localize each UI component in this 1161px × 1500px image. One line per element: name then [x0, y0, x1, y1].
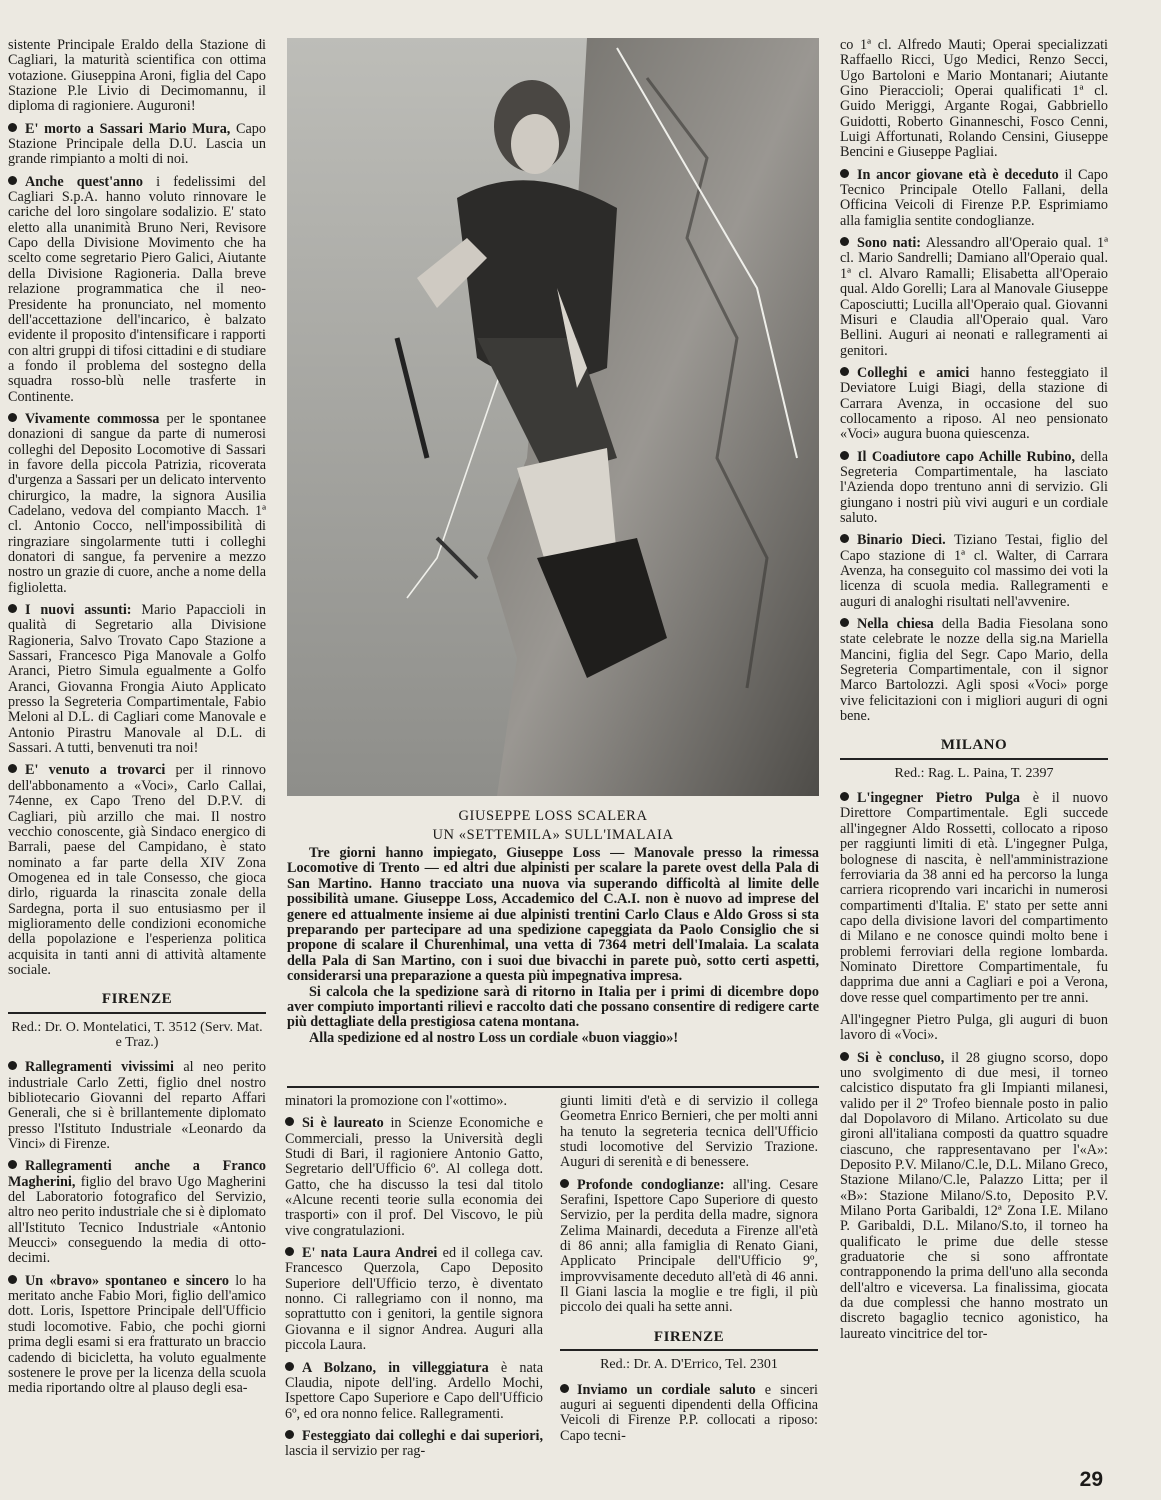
bullet-icon — [8, 413, 17, 422]
bullet-icon — [8, 1160, 17, 1169]
news-item: E' nata Laura Andrei ed il collega cav. Francesco Querzola, Capo Deposito Superiore dell'Ufficio terzo, è diventato nonno. Ci rallegriamo con il nonno, ma soprattutto con i genitori, la gentile signora Giovanna e il signor Andrea. Auguri alla piccola Laura. — [285, 1245, 543, 1354]
bullet-icon — [8, 1061, 17, 1070]
divider — [287, 1086, 819, 1088]
bullet-icon — [840, 1052, 849, 1061]
bullet-icon — [285, 1430, 294, 1439]
editor-line: Red.: Rag. L. Paina, T. 2397 — [894, 765, 1054, 781]
photo-caption — [287, 808, 819, 1046]
paragraph: minatori la promozione con l'«ottimo». — [285, 1093, 508, 1109]
column-3 — [560, 1094, 818, 1451]
column-1 — [8, 38, 266, 1404]
caption-paragraph: Si calcola che la spedizione sarà di ritorno in Italia per i primi di dicembre dopo aver compiuto importanti rilievi e raccolto dati che possano consentire di redigere carte più dettagliate della prestigiosa catena montana. — [287, 983, 819, 1031]
climber-photo — [287, 38, 819, 796]
bullet-icon — [840, 792, 849, 801]
caption-paragraph: Alla spedizione ed al nostro Loss un cordiale «buon viaggio»! — [309, 1029, 679, 1046]
bullet-icon — [560, 1179, 569, 1188]
bullet-icon — [840, 451, 849, 460]
paragraph: giunti limiti d'età e di servizio il collega Geometra Enrico Bernieri, che per molti anni ha tenuto la segreteria tecnica dell'Ufficio studi locomotive del Servizio Trazione. Auguri di serenità e di benessere. — [560, 1093, 818, 1171]
bullet-icon — [285, 1247, 294, 1256]
bullet-icon — [8, 123, 17, 132]
page-number: 29 — [1079, 1468, 1103, 1491]
bullet-icon — [8, 1275, 17, 1284]
caption-title-line-2: UN «SETTEMILA» SULL'IMALAIA — [432, 827, 674, 843]
caption-paragraph: Tre giorni hanno impiegato, Giuseppe Loss — Manovale presso la rimessa Locomotive di Trento — ed altri due alpinisti per scalare la parete ovest della Pala di San Martino. Hanno tracciato una nuova via superando difficoltà al limite delle possibilità umane. Giuseppe Loss, Accademico del C.A.I. non è nuovo ad imprese del genere ed attualmente insieme ai due alpinisti trentini Carlo Claus e Aldo Gross si sta preparando per partecipare ad una spedizione capeggiata da Paolo Consiglio che si propone di scalare il Churenhimal, una vetta di 7364 metri dell'Imalaia. La scalata della Pala di San Martino, con i suoi due bivacchi in parete può, sotto certi aspetti, considerarsi una preparazione a questa più impegnativa impresa. — [287, 845, 819, 985]
news-item: Anche quest'anno i fedelissimi del Cagliari S.p.A. hanno voluto rinnovare le cariche del loro singolare sodalizio. E' stato eletto alla unanimità Bruno Neri, Revisore Capo della Divisione Movimento che ha scelto come segretario Piero Galici, Aiutante della Divisione Ragioneria. Dalla breve relazione programmatica che il neo-Presidente ha pronunciato, nel momento dell'accettazione dell'incarico, è balzato evidente il proposito d'intensificare i rapporti con altri gruppi di tifosi cittadini e di studiare a fondo il problema del sostegno della squadra rosso-blù nelle trasferte in Continente. — [8, 173, 267, 405]
news-item: In ancor giovane età è deceduto il Capo Tecnico Principale Otello Fallani, della Officina Veicoli di Firenze P.P. Esprimiamo alla famiglia sentite condoglianze. — [840, 166, 1108, 229]
news-item: L'ingegner Pietro Pulga è il nuovo Direttore Compartimentale. Egli succede all'ingegner Aldo Rossetti, collocato a riposo per raggiunti limiti di età. L'ingegner Pulga, bolognese di nascita, è nell'amministrazione ferroviaria da 38 anni ed ha percorso la lunga carriera ricoprendo vari incarichi in numerosi compartimenti d'Italia. E' stato per sette anni capo della divisione lavori del compartimento di Milano e ne conosce quindi molto bene i problemi ferroviari della regione lombarda. Nominato Direttore Compartimentale, fu dapprima due anni a Cagliari e poi a Verona, dove resse quel compartimento per tre anni. — [840, 790, 1109, 1006]
news-item: Rallegramenti anche a Franco Magherini, figlio del bravo Ugo Magherini del Laboratorio fotografico del Servizio, altro neo perito industriale che si è diplomato all'Istituto Tecnico Industriale «Antonio Meucci» conseguendo la media di otto-decimi. — [8, 1158, 267, 1267]
news-item: E' morto a Sassari Mario Mura, Capo Stazione Principale della D.U. Lascia un grande rimpianto a molti di noi. — [8, 120, 266, 168]
news-item: Il Coadiutore capo Achille Rubino, della Segreteria Compartimentale, ha lasciato l'Azienda dopo trentuno anni di servizio. Gli giungano i nostri più vivi auguri e un cordiale saluto. — [840, 448, 1109, 526]
paragraph: All'ingegner Pietro Pulga, gli auguri di buon lavoro di «Voci». — [840, 1011, 1108, 1044]
section-heading: FIRENZE — [560, 1330, 818, 1351]
paragraph: sistente Principale Eraldo della Stazione di Cagliari, la maturità scientifica con ottima votazione. Giuseppina Aroni, figlia del Capo Stazione P.le Livio di Decimomannu, il diploma di ragioniere. Auguroni! — [8, 37, 266, 115]
bullet-icon — [840, 534, 849, 543]
bullet-icon — [840, 618, 849, 627]
column-4 — [840, 38, 1108, 1349]
news-item: A Bolzano, in villeggiatura è nata Claudia, nipote dell'ing. Ardello Mochi, Ispettore Capo Superiore e Capo dell'Ufficio 6º, ed ora nonno felice. Rallegramenti. — [285, 1359, 543, 1422]
bullet-icon — [8, 604, 17, 613]
bullet-icon — [8, 764, 17, 773]
bullet-icon — [840, 169, 849, 178]
news-item: Colleghi e amici hanno festeggiato il Deviatore Luigi Biagi, della stazione di Carrara Avenza, in occasione del suo collocamento a riposo. Al neo pensionato «Voci» augura buona quiescenza. — [840, 364, 1108, 443]
editor-line: Red.: Dr. O. Montelatici, T. 3512 (Serv. Mat. e Traz.) — [11, 1019, 263, 1050]
news-item: Binario Dieci. Tiziano Testai, figlio del Capo stazione di 1ª cl. Walter, di Carrara Avenza, ha conseguito col massimo dei voti la licenza di scuola media. Rallegramenti e auguri di analoghi risultati nell'avvenire. — [840, 532, 1108, 610]
bullet-icon — [840, 367, 849, 376]
news-item: Sono nati: Alessandro all'Operaio qual. 1ª cl. Mario Sandrelli; Damiano all'Operaio qual. 1ª cl. Alvaro Ramalli; Elisabetta all'Operaio qual. Aldo Gorelli; Lara al Manovale Giuseppe Caposciutti; Lucilla all'Operaio qual. Giovanni Misuri e Claudia all'Operaio qual. Varo Bellini. Auguri ai neonati e rallegramenti ai genitori. — [840, 235, 1108, 359]
news-item: Nella chiesa della Badia Fiesolana sono state celebrate le nozze della sig.na Mariella Mancini, figlia del Segr. Capo Mario, della Segreteria Compartimentale, con il signor Marco Bartolozzi. Agli sposi «Voci» porge vive felicitazioni con i migliori auguri di ogni bene. — [840, 616, 1109, 725]
caption-title-line-1: GIUSEPPE LOSS SCALERA — [458, 808, 648, 824]
news-item: Vivamente commossa per le spontanee donazioni di sangue da parte di numerosi colleghi del Deposito Locomotive di Sassari in favore della piccola Patrizia, ricoverata d'urgenza a Sassari per un delicato intervento chirurgico, la madre, la signora Ausilia Cadelano, vedova del compianto Macch. 1ª cl. Antonio Cocco, nell'impossibilità di ringraziare singolarmente tutti i colleghi donatori di sangue, fa pervenire a mezzo nostro un grazie di cuore, anche a nome della figlioletta. — [8, 410, 266, 596]
bullet-icon — [285, 1117, 294, 1126]
news-item: Si è laureato in Scienze Economiche e Commerciali, presso la Università degli Studi di Bari, il ragioniere Antonio Gatto, Segretario dell'Ufficio 6º. Al collega dott. Gatto, che ha discusso la tesi dal titolo «Alcune recenti teorie sulla economia dei trasporti» con il prof. Del Viscovo, le più vive congratulazioni. — [285, 1115, 544, 1239]
section-heading: FIRENZE — [8, 992, 266, 1013]
bullet-icon — [560, 1384, 569, 1393]
news-item: Inviamo un cordiale saluto e sinceri auguri ai seguenti dipendenti della Officina Veicoli di Firenze P.P. collocati a riposo: Capo tecni- — [560, 1381, 818, 1444]
paragraph: co 1ª cl. Alfredo Mauti; Operai specializzati Raffaello Ricci, Ugo Medici, Renzo Secci, Ugo Bartoloni e Mario Montanari; Aiutante Gino Pieraccioli; Operai qualificati 1ª cl. Guido Meriggi, Argante Rogai, Gabbriello Guidotti, Roberto Ginanneschi, Fosco Cenni, Luigi Affortunati, Rolando Censini, Giuseppe Bencini e Giuseppe Pagliai. — [840, 37, 1108, 161]
column-2 — [285, 1094, 543, 1467]
news-item: Si è concluso, il 28 giugno scorso, dopo uno svolgimento di due mesi, il torneo calcistico disputato fra gli Impianti milanesi, valido per il 2º Trofeo biennale posto in palio dal Dopolavoro di Milano. Articolato su due gironi all'italiana composti da quattro squadre ciascuno, che rappresentavano per l'«A»: Deposito P.V. Milano/C.le, D.L. Milano Greco, Stazione Milano/C.le, Palazzo Litta; per il «B»: Stazione Milano/S.to, Deposito P.V. Milano Porta Garibaldi, 12ª Zona I.E. Milano P. Garibaldi, D.L. Milano/S.to, il torneo ha qualificato le prime due delle stesse graduatorie che si sono affrontate contrapponendo la prima dell'uno alla seconda dell'altro e viceversa. La finalissima, giocata da due complessi che hanno mostrato un discreto bagaglio tecnico agonistico, ha laureato vincitrice del tor- — [840, 1049, 1109, 1342]
bullet-icon — [840, 237, 849, 246]
bullet-icon — [285, 1362, 294, 1371]
news-item: I nuovi assunti: Mario Papaccioli in qualità di Segretario alla Divisione Ragioneria, Salvo Trovato Capo Stazione a Sassari, Francesco Piga Manovale a Golfo Aranci, Pietro Simula egualmente a Golfo Aranci, Giovanna Frongia Aiuto Applicato presso la Segreteria Compartimentale, Fabio Meloni al D.L. di Cagliari come Manovale e Antonio Pirastru Manovale al D.L. di Sassari. A tutti, benvenuti tra noi! — [8, 602, 266, 757]
news-item: Rallegramenti vivissimi al neo perito industriale Carlo Zetti, figlio dnel nostro bibliotecario Giovanni del reparto Affari Generali, che si è brillantemente diplomato presso l'Istituto Industriale «Leonardo da Vinci» di Firenze. — [8, 1059, 266, 1153]
section-heading: MILANO — [840, 738, 1108, 759]
climber-photo-illustration — [287, 38, 819, 796]
editor-line: Red.: Dr. A. D'Errico, Tel. 2301 — [600, 1357, 778, 1373]
news-item: Profonde condoglianze: all'ing. Cesare Serafini, Ispettore Capo Superiore di questo Servizio, per la perdita della madre, signora Zelima Mainardi, deceduta a Firenze all'età di 86 anni; alla famiglia di Renato Giani, Applicato Principale dell'Ufficio 9º, improvvisamente deceduto all'età di 46 anni. Il Giani lascia la moglie e tre figli, il più piccolo dei quali ha sette anni. — [560, 1176, 819, 1316]
bullet-icon — [8, 176, 17, 185]
news-item: Un «bravo» spontaneo e sincero lo ha meritato anche Fabio Mori, figlio dell'amico dott. Loris, Ispettore Principale dell'Ufficio studi locomotive. Fabio, che pochi giorni prima degli esami si era fratturato un braccio cadendo di bicicletta, ha voluto egualmente sostenere le prove per la licenza della scuola media riportando oltre al plauso degli esa- — [8, 1272, 267, 1397]
news-item: E' venuto a trovarci per il rinnovo dell'abbonamento a «Voci», Carlo Callai, 74enne, ex Capo Treno del D.P.V. di Cagliari, più arzillo che mai. Il nostro vecchio conoscente, già Sindaco energico di Barrali, paese del Campidano, è stato nominato a far parte della XIV Zona Omogenea ed in tale Consesso, che gioca dirlo, riguarda la rinascita zonale della Sardegna, porta il suo entusiasmo per il miglioramento delle condizioni economiche della popolazione e l'esperienza politica acquisita in tanti anni di attività altamente sociale. — [8, 762, 266, 978]
news-item: Festeggiato dai colleghi e dai superiori, lascia il servizio per rag- — [285, 1427, 543, 1460]
